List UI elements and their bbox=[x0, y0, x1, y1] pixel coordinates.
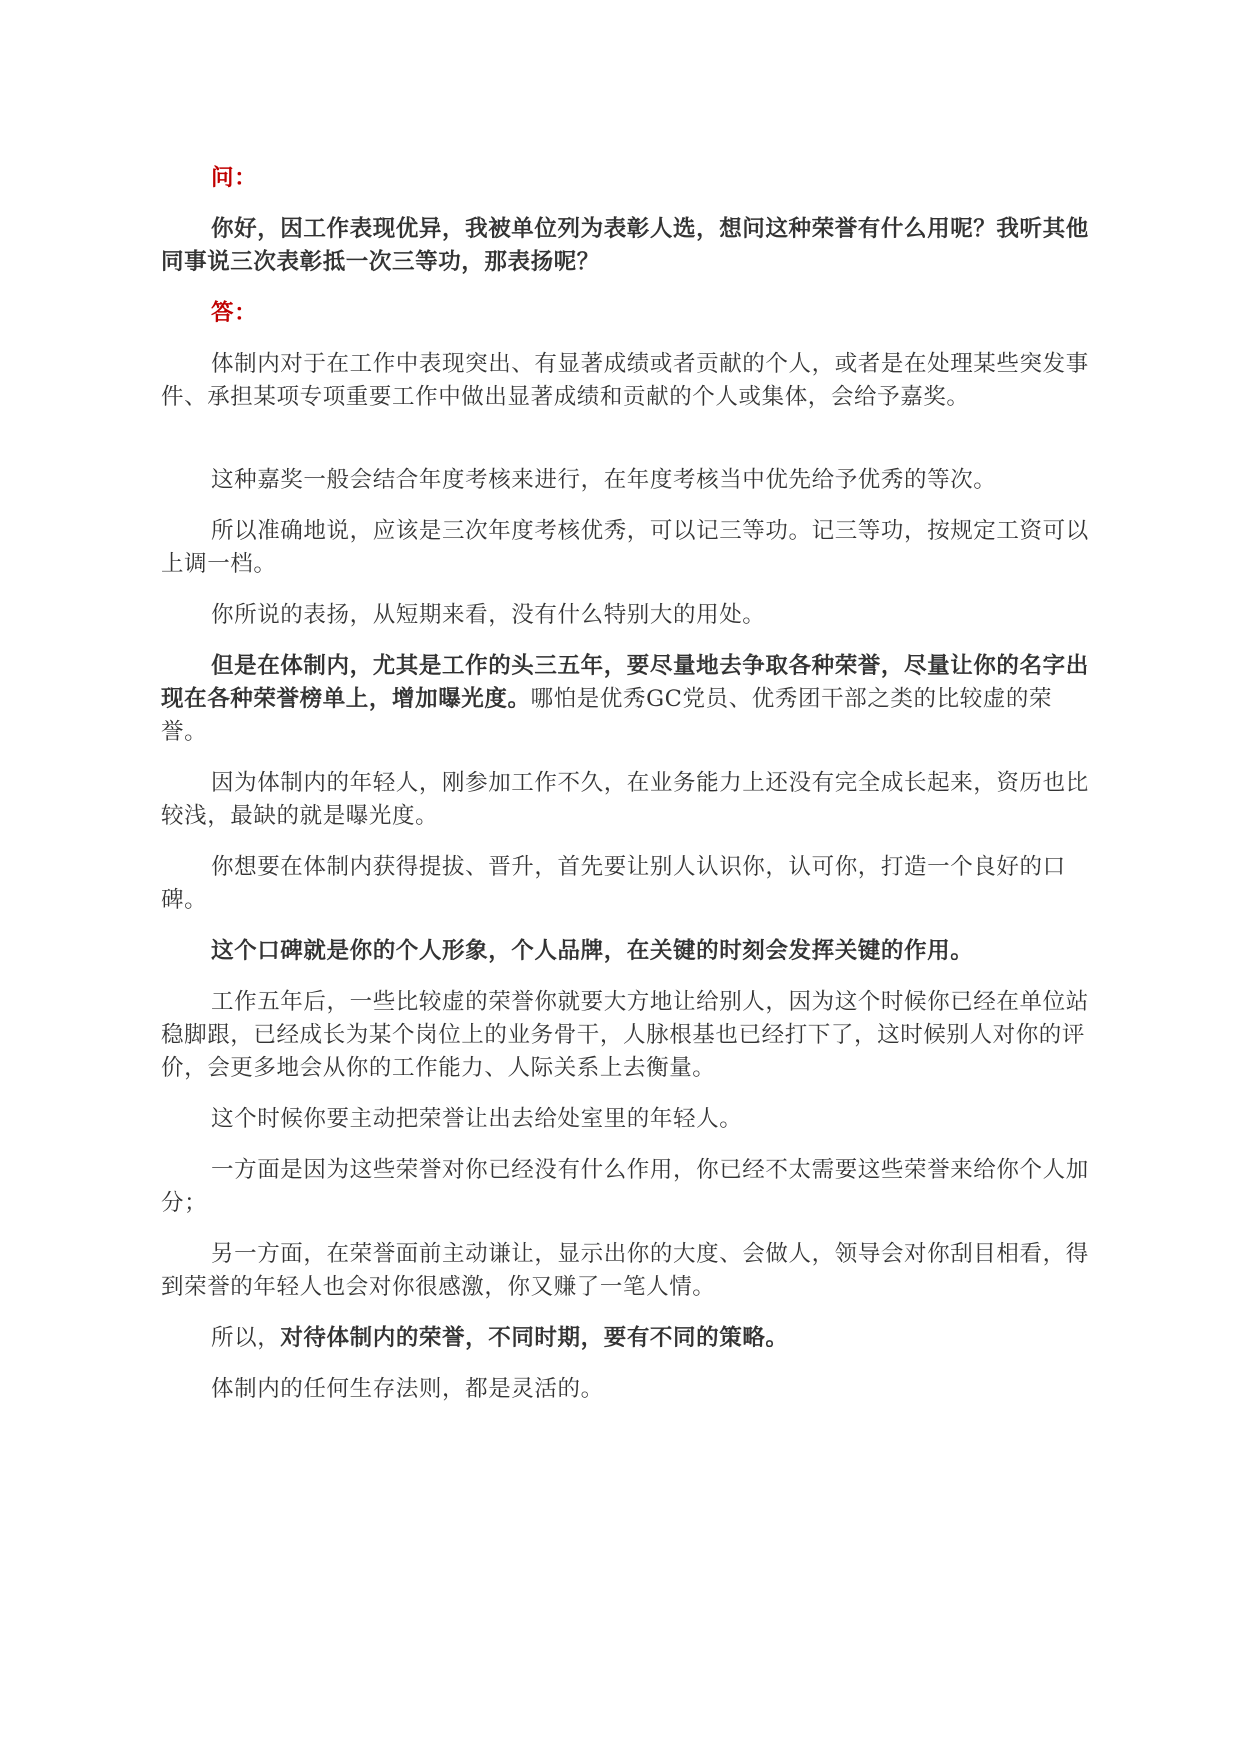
answer-paragraph-3: 所以准确地说，应该是三次年度考核优秀，可以记三等功。记三等功，按规定工资可以上调一档。 bbox=[161, 518, 1089, 577]
emphasis-text: 这个口碑就是你的个人形象，个人品牌，在关键的时刻会发挥关键的作用。 bbox=[211, 938, 974, 964]
answer-paragraph-11: 一方面是因为这些荣誉对你已经没有什么作用，你已经不太需要这些荣誉来给你个人加分； bbox=[161, 1157, 1089, 1216]
question-text: 你好，因工作表现优异，我被单位列为表彰人选，想问这种荣誉有什么用呢？我听其他同事说三次表彰抵一次三等功，那表扬呢？ bbox=[161, 216, 1089, 275]
answer-paragraph-12: 另一方面，在荣誉面前主动谦让，显示出你的大度、会做人，领导会对你刮目相看，得到荣誉的年轻人也会对你很感激，你又赚了一笔人情。 bbox=[161, 1241, 1089, 1300]
answer-paragraph-4: 你所说的表扬，从短期来看，没有什么特别大的用处。 bbox=[211, 602, 766, 628]
answer-paragraph-5 bbox=[161, 650, 1089, 749]
question-label: 问： bbox=[211, 165, 258, 191]
answer-paragraph-9: 工作五年后，一些比较虚的荣誉你就要大方地让给别人，因为这个时候你已经在单位站稳脚跟，已经成长为某个岗位上的业务骨干，人脉根基也已经打下了，这时候别人对你的评价，会更多地会从你的工作能力、人际关系上去衡量。 bbox=[161, 989, 1089, 1081]
answer-paragraph-13 bbox=[161, 1322, 1089, 1355]
answer-paragraph-8 bbox=[161, 935, 1089, 968]
answer-paragraph-14: 体制内的任何生存法则，都是灵活的。 bbox=[211, 1376, 604, 1402]
document-page bbox=[161, 162, 1089, 1424]
answer-paragraph-2: 这种嘉奖一般会结合年度考核来进行，在年度考核当中优先给予优秀的等次。 bbox=[211, 467, 997, 493]
emphasis-text: 对待体制内的荣誉，不同时期，要有不同的策略。 bbox=[280, 1325, 789, 1351]
paragraph-text: 所以， bbox=[211, 1325, 281, 1351]
answer-paragraph-10: 这个时候你要主动把荣誉让出去给处室里的年轻人。 bbox=[211, 1106, 743, 1132]
answer-label: 答： bbox=[211, 300, 258, 326]
answer-paragraph-1: 体制内对于在工作中表现突出、有显著成绩或者贡献的个人，或者是在处理某些突发事件、承担某项专项重要工作中做出显著成绩和贡献的个人或集体，会给予嘉奖。 bbox=[161, 351, 1089, 410]
emphasis-text: 但是在体制内，尤其是工作的头三五年，要尽量地去争取各种荣誉，尽量让你的名字出现在各种荣誉榜单上，增加曝光度。 bbox=[161, 653, 1089, 712]
answer-paragraph-6: 因为体制内的年轻人，刚参加工作不久，在业务能力上还没有完全成长起来，资历也比较浅，最缺的就是曝光度。 bbox=[161, 770, 1089, 829]
answer-paragraph-7: 你想要在体制内获得提拔、晋升，首先要让别人认识你，认可你，打造一个良好的口碑。 bbox=[161, 854, 1066, 913]
paragraph-text: 哪怕是优秀GC党员、优秀团干部之类的比较虚的荣誉。 bbox=[161, 686, 1053, 745]
